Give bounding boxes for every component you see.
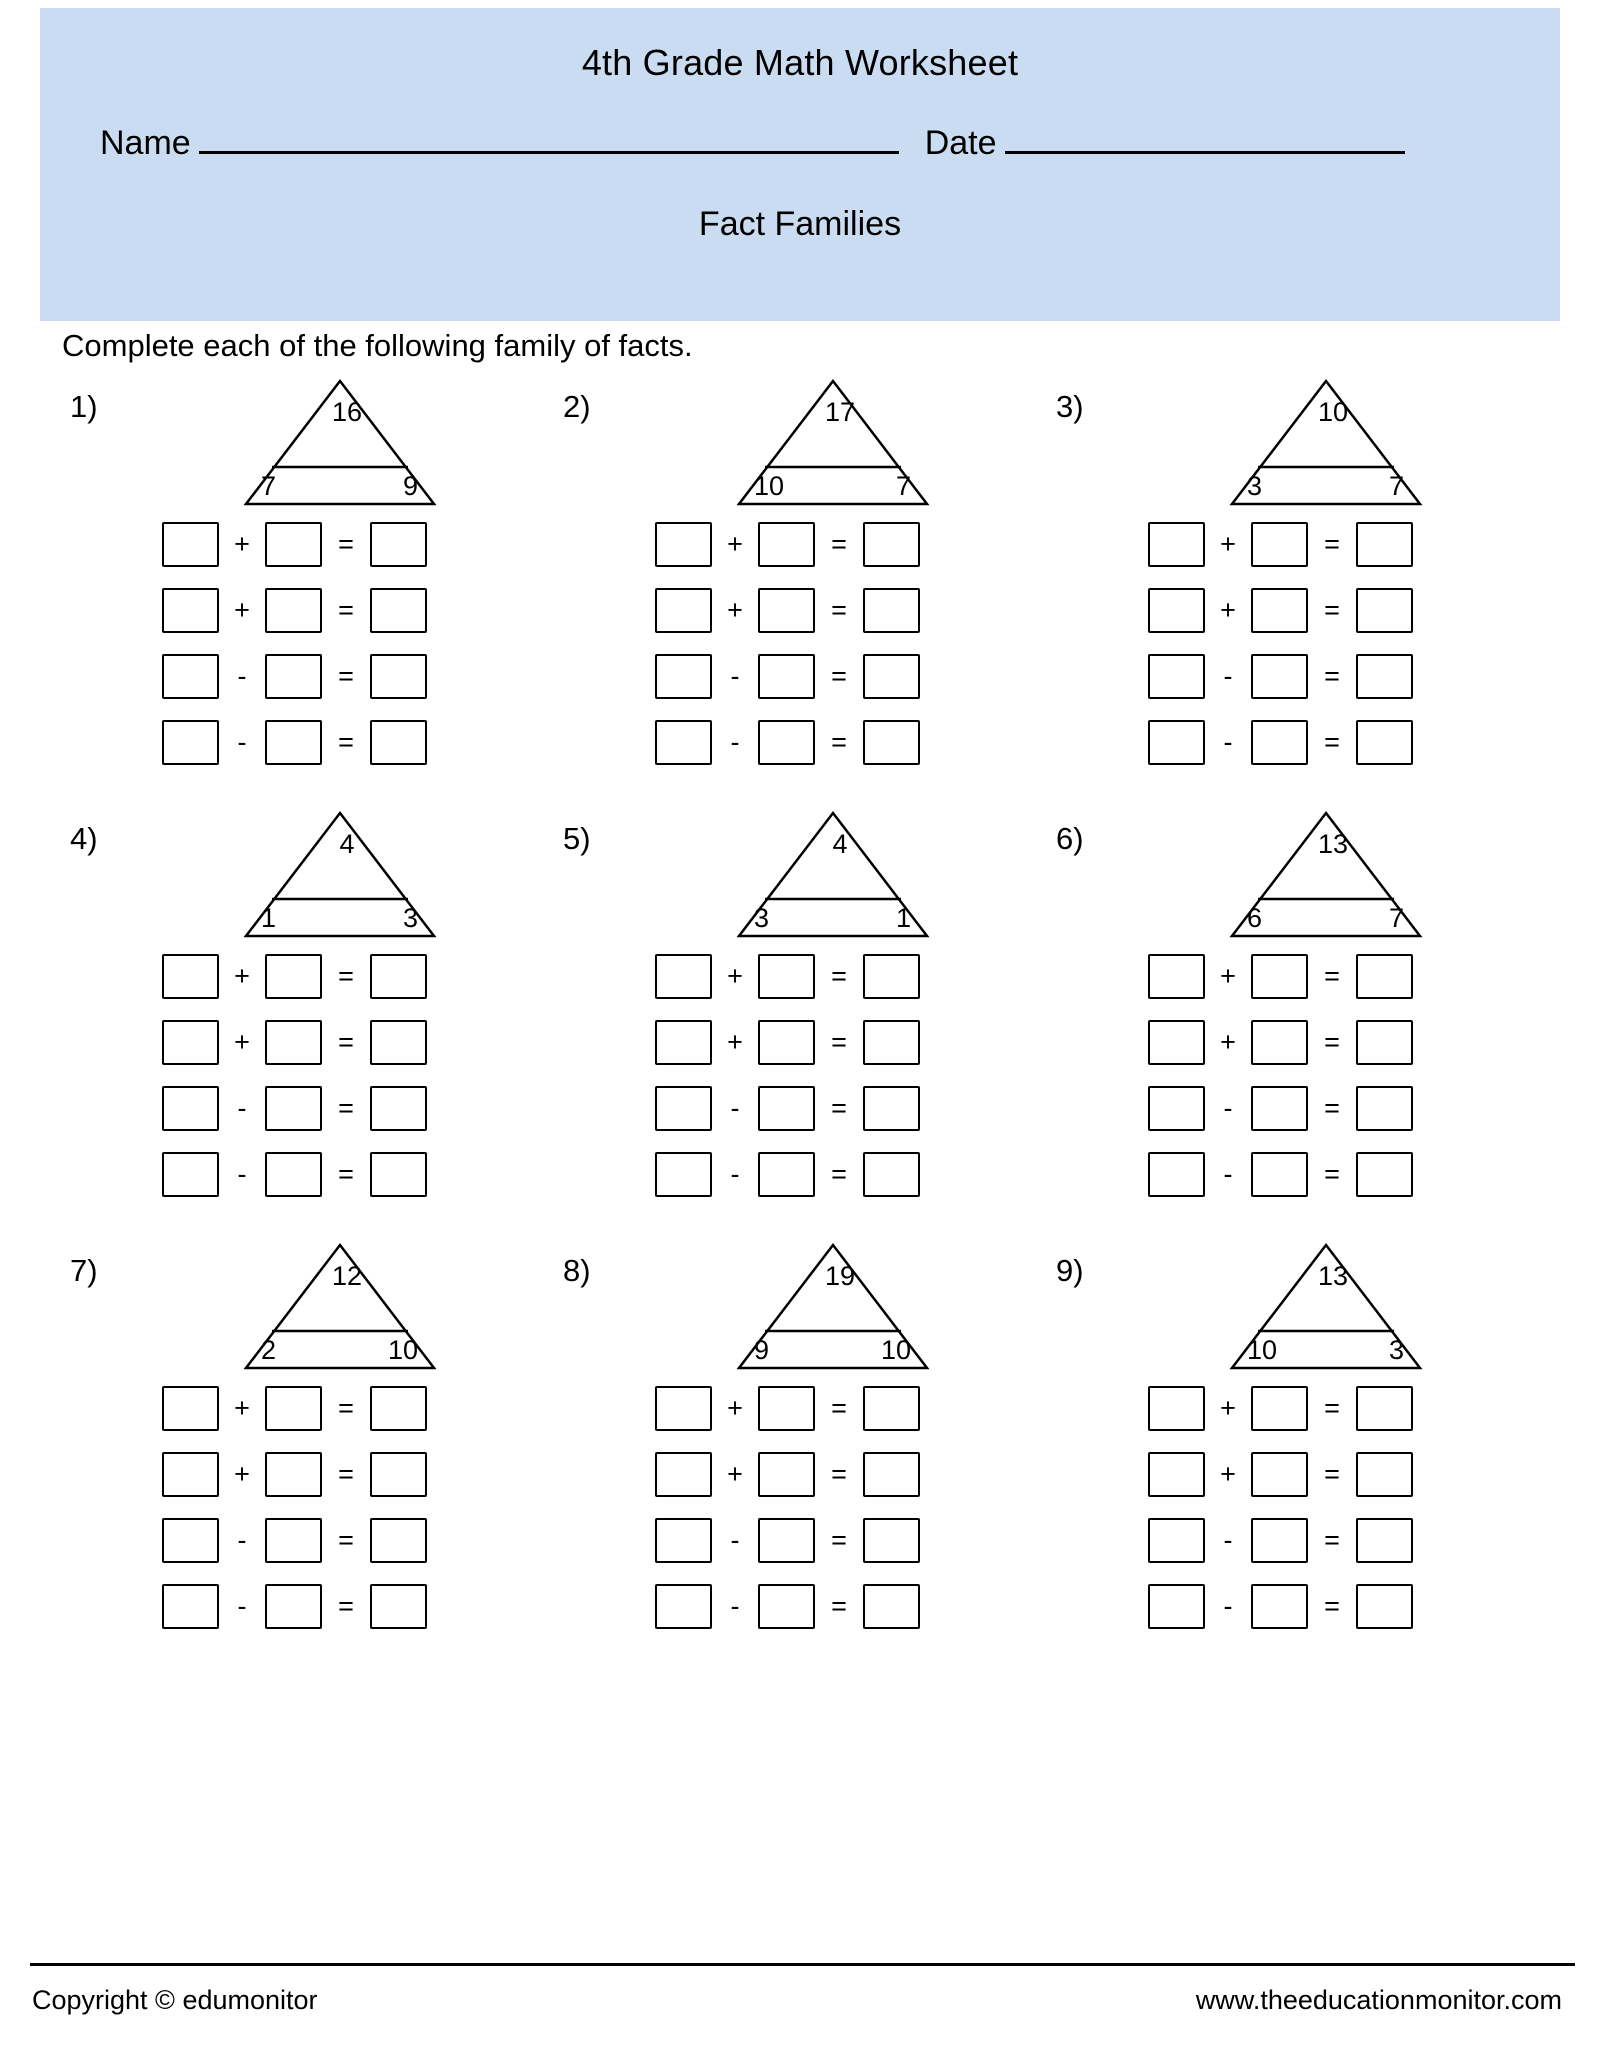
operator: + — [234, 961, 250, 991]
website-link[interactable]: www.theeducationmonitor.com — [1195, 1985, 1562, 2015]
answer-box-b[interactable] — [265, 1452, 322, 1497]
answer-box-a[interactable] — [1148, 954, 1205, 999]
answer-box-c[interactable] — [1356, 720, 1413, 765]
equation-list — [655, 1382, 986, 1633]
triangle-right-addend: 7 — [895, 471, 911, 501]
equation-row — [1148, 584, 1479, 637]
triangle-left-addend: 7 — [261, 471, 277, 501]
operator: + — [234, 1393, 250, 1423]
fact-triangle — [240, 807, 440, 942]
answer-box-a[interactable] — [162, 954, 219, 999]
answer-box-b[interactable] — [1251, 1518, 1308, 1563]
problem-1 — [0, 375, 493, 782]
equals-sign: = — [1324, 1027, 1340, 1057]
answer-box-c[interactable] — [1356, 1152, 1413, 1197]
problem-number: 7) — [70, 1253, 98, 1288]
equation-row — [162, 716, 493, 769]
triangle-left-addend: 6 — [1247, 903, 1263, 933]
answer-box-a[interactable] — [162, 588, 219, 633]
triangle-sum: 16 — [331, 397, 363, 427]
problem-number: 8) — [563, 1253, 591, 1288]
problem-7 — [0, 1239, 493, 1646]
fact-triangle — [733, 1239, 933, 1374]
equation-list — [655, 518, 986, 769]
operator: + — [727, 1459, 743, 1489]
answer-box-b[interactable] — [758, 654, 815, 699]
triangle-right-addend: 1 — [895, 903, 911, 933]
answer-box-c[interactable] — [863, 954, 920, 999]
answer-box-a[interactable] — [1148, 1020, 1205, 1065]
equation-row — [1148, 1382, 1479, 1435]
problem-8 — [493, 1239, 986, 1646]
equals-sign: = — [338, 727, 354, 757]
answer-box-b[interactable] — [1251, 1584, 1308, 1629]
fact-triangle — [733, 807, 933, 942]
answer-box-b[interactable] — [265, 1584, 322, 1629]
answer-box-c[interactable] — [1356, 1086, 1413, 1131]
worksheet-subtitle: Fact Families — [698, 205, 902, 243]
operator: - — [1223, 1591, 1233, 1621]
equation-row — [1148, 1148, 1479, 1201]
equals-sign: = — [831, 1027, 847, 1057]
answer-box-c[interactable] — [863, 588, 920, 633]
equation-list — [1148, 518, 1479, 769]
answer-box-c[interactable] — [370, 1452, 427, 1497]
equation-list — [1148, 950, 1479, 1201]
fact-triangle — [733, 375, 933, 510]
copyright-text: Copyright © edumonitor — [32, 1985, 318, 2015]
equals-sign: = — [338, 1459, 354, 1489]
answer-box-b[interactable] — [265, 1152, 322, 1197]
equals-sign: = — [338, 1027, 354, 1057]
equals-sign: = — [1324, 961, 1340, 991]
equation-row — [655, 1514, 986, 1567]
equals-sign: = — [338, 1525, 354, 1555]
equals-sign: = — [338, 595, 354, 625]
equation-row — [162, 1580, 493, 1633]
equation-row — [655, 518, 986, 571]
answer-box-a[interactable] — [162, 720, 219, 765]
triangle-sum: 12 — [331, 1261, 363, 1291]
answer-box-a[interactable] — [655, 1386, 712, 1431]
equation-row — [655, 650, 986, 703]
answer-box-b[interactable] — [758, 522, 815, 567]
answer-box-a[interactable] — [162, 522, 219, 567]
operator: - — [730, 727, 740, 757]
answer-box-b[interactable] — [1251, 720, 1308, 765]
equals-sign: = — [831, 1525, 847, 1555]
equation-row — [162, 650, 493, 703]
name-label: Name — [100, 124, 191, 162]
problem-number: 4) — [70, 821, 98, 856]
equation-row — [1148, 1448, 1479, 1501]
problem-number: 1) — [70, 389, 98, 424]
equals-sign: = — [831, 1393, 847, 1423]
answer-box-b[interactable] — [758, 1584, 815, 1629]
equation-row — [655, 716, 986, 769]
operator: - — [237, 1525, 247, 1555]
equation-row — [162, 1448, 493, 1501]
fact-triangle — [1226, 375, 1426, 510]
answer-box-a[interactable] — [1148, 1386, 1205, 1431]
equation-row — [1148, 1016, 1479, 1069]
answer-box-c[interactable] — [863, 522, 920, 567]
answer-box-b[interactable] — [758, 1518, 815, 1563]
answer-box-a[interactable] — [1148, 588, 1205, 633]
equals-sign: = — [338, 1393, 354, 1423]
answer-box-c[interactable] — [863, 720, 920, 765]
equals-sign: = — [1324, 1459, 1340, 1489]
operator: - — [1223, 727, 1233, 757]
answer-box-a[interactable] — [162, 1584, 219, 1629]
answer-box-b[interactable] — [1251, 522, 1308, 567]
fact-triangle — [240, 375, 440, 510]
triangle-left-addend: 3 — [1247, 471, 1263, 501]
operator: + — [1220, 595, 1236, 625]
answer-box-a[interactable] — [655, 1518, 712, 1563]
operator: - — [237, 1093, 247, 1123]
date-write-line[interactable] — [1005, 150, 1405, 154]
equation-row — [162, 950, 493, 1003]
equals-sign: = — [1324, 529, 1340, 559]
answer-box-a[interactable] — [1148, 1518, 1205, 1563]
answer-box-a[interactable] — [1148, 1584, 1205, 1629]
equals-sign: = — [338, 1159, 354, 1189]
problem-number: 6) — [1056, 821, 1084, 856]
answer-box-b[interactable] — [265, 954, 322, 999]
answer-box-a[interactable] — [655, 1584, 712, 1629]
answer-box-a[interactable] — [655, 1020, 712, 1065]
equation-row — [655, 1448, 986, 1501]
equals-sign: = — [1324, 1393, 1340, 1423]
answer-box-a[interactable] — [162, 1518, 219, 1563]
operator: + — [727, 1393, 743, 1423]
operator: + — [1220, 1393, 1236, 1423]
equation-row — [655, 1148, 986, 1201]
answer-box-c[interactable] — [370, 1518, 427, 1563]
answer-box-c[interactable] — [1356, 654, 1413, 699]
triangle-right-addend: 10 — [880, 1335, 911, 1365]
answer-box-b[interactable] — [1251, 1386, 1308, 1431]
operator: - — [730, 1159, 740, 1189]
equation-row — [162, 584, 493, 637]
triangle-left-addend: 9 — [754, 1335, 770, 1365]
equation-row — [162, 1082, 493, 1135]
problem-row — [0, 375, 1600, 782]
equation-row — [162, 1382, 493, 1435]
answer-box-c[interactable] — [1356, 1452, 1413, 1497]
equals-sign: = — [831, 961, 847, 991]
page-title: 4th Grade Math Worksheet — [581, 42, 1019, 83]
triangle-right-addend: 9 — [402, 471, 418, 501]
operator: + — [234, 1459, 250, 1489]
equals-sign: = — [831, 529, 847, 559]
operator: - — [730, 1525, 740, 1555]
answer-box-a[interactable] — [655, 522, 712, 567]
operator: + — [1220, 1027, 1236, 1057]
equation-list — [1148, 1382, 1479, 1633]
answer-box-c[interactable] — [370, 588, 427, 633]
equation-list — [162, 518, 493, 769]
answer-box-c[interactable] — [1356, 1020, 1413, 1065]
operator: - — [237, 727, 247, 757]
answer-box-a[interactable] — [655, 1452, 712, 1497]
operator: + — [1220, 1459, 1236, 1489]
equals-sign: = — [831, 1093, 847, 1123]
answer-box-b[interactable] — [1251, 588, 1308, 633]
instruction-text: Complete each of the following family of facts. — [62, 328, 693, 363]
equals-sign: = — [1324, 1093, 1340, 1123]
triangle-right-addend: 7 — [1388, 471, 1404, 501]
answer-box-a[interactable] — [655, 654, 712, 699]
answer-box-a[interactable] — [655, 1086, 712, 1131]
operator: - — [730, 661, 740, 691]
answer-box-a[interactable] — [1148, 1152, 1205, 1197]
triangle-left-addend: 10 — [1247, 1335, 1278, 1365]
answer-box-b[interactable] — [265, 720, 322, 765]
operator: - — [237, 661, 247, 691]
problem-5 — [493, 807, 986, 1214]
equals-sign: = — [1324, 661, 1340, 691]
equals-sign: = — [1324, 1591, 1340, 1621]
name-write-line[interactable] — [199, 150, 899, 154]
answer-box-a[interactable] — [1148, 720, 1205, 765]
triangle-right-addend: 3 — [402, 903, 418, 933]
answer-box-a[interactable] — [655, 720, 712, 765]
problem-6 — [986, 807, 1479, 1214]
triangle-sum: 13 — [1317, 829, 1349, 859]
answer-box-b[interactable] — [758, 1386, 815, 1431]
answer-box-c[interactable] — [863, 1386, 920, 1431]
equation-row — [1148, 1082, 1479, 1135]
answer-box-b[interactable] — [1251, 954, 1308, 999]
answer-box-b[interactable] — [1251, 1020, 1308, 1065]
problem-grid — [0, 375, 1600, 1671]
answer-box-b[interactable] — [1251, 1086, 1308, 1131]
operator: - — [730, 1093, 740, 1123]
triangle-right-addend: 3 — [1388, 1335, 1404, 1365]
equals-sign: = — [1324, 595, 1340, 625]
triangle-left-addend: 3 — [754, 903, 770, 933]
equation-row — [162, 518, 493, 571]
equation-list — [162, 1382, 493, 1633]
answer-box-c[interactable] — [370, 1086, 427, 1131]
answer-box-c[interactable] — [370, 522, 427, 567]
triangle-left-addend: 1 — [261, 903, 277, 933]
answer-box-c[interactable] — [863, 654, 920, 699]
answer-box-c[interactable] — [863, 1086, 920, 1131]
problem-row — [0, 807, 1600, 1214]
equation-row — [1148, 716, 1479, 769]
answer-box-b[interactable] — [758, 720, 815, 765]
answer-box-b[interactable] — [758, 954, 815, 999]
equation-row — [655, 1016, 986, 1069]
worksheet-header — [40, 8, 1560, 321]
answer-box-b[interactable] — [265, 1020, 322, 1065]
answer-box-b[interactable] — [265, 522, 322, 567]
answer-box-c[interactable] — [863, 1152, 920, 1197]
answer-box-a[interactable] — [162, 1020, 219, 1065]
equals-sign: = — [338, 961, 354, 991]
fact-triangle — [1226, 807, 1426, 942]
equals-sign: = — [1324, 1525, 1340, 1555]
problem-4 — [0, 807, 493, 1214]
answer-box-c[interactable] — [1356, 1584, 1413, 1629]
equation-row — [162, 1514, 493, 1567]
answer-box-c[interactable] — [863, 1020, 920, 1065]
triangle-right-addend: 10 — [387, 1335, 418, 1365]
operator: - — [1223, 1525, 1233, 1555]
answer-box-b[interactable] — [265, 1086, 322, 1131]
answer-box-c[interactable] — [370, 954, 427, 999]
date-label: Date — [924, 124, 997, 162]
answer-box-b[interactable] — [1251, 654, 1308, 699]
equation-row — [1148, 1580, 1479, 1633]
triangle-right-addend: 7 — [1388, 903, 1404, 933]
equals-sign: = — [1324, 1159, 1340, 1189]
equation-row — [1148, 650, 1479, 703]
operator: + — [727, 529, 743, 559]
equals-sign: = — [338, 661, 354, 691]
answer-box-b[interactable] — [758, 1452, 815, 1497]
equation-row — [655, 1382, 986, 1435]
fact-triangle — [1226, 1239, 1426, 1374]
operator: + — [727, 961, 743, 991]
answer-box-a[interactable] — [162, 1086, 219, 1131]
operator: - — [1223, 1159, 1233, 1189]
equation-row — [655, 950, 986, 1003]
answer-box-c[interactable] — [370, 654, 427, 699]
equals-sign: = — [831, 1159, 847, 1189]
answer-box-c[interactable] — [1356, 1518, 1413, 1563]
answer-box-a[interactable] — [162, 1452, 219, 1497]
answer-box-c[interactable] — [370, 1152, 427, 1197]
equation-row — [1148, 950, 1479, 1003]
equation-row — [162, 1148, 493, 1201]
equals-sign: = — [831, 1591, 847, 1621]
problem-number: 2) — [563, 389, 591, 424]
answer-box-a[interactable] — [162, 654, 219, 699]
triangle-sum: 4 — [832, 829, 848, 859]
triangle-left-addend: 2 — [261, 1335, 277, 1365]
answer-box-b[interactable] — [265, 1518, 322, 1563]
operator: - — [730, 1591, 740, 1621]
answer-box-a[interactable] — [1148, 1086, 1205, 1131]
equals-sign: = — [338, 1591, 354, 1621]
equation-list — [655, 950, 986, 1201]
answer-box-c[interactable] — [1356, 954, 1413, 999]
answer-box-c[interactable] — [1356, 588, 1413, 633]
triangle-sum: 17 — [824, 397, 856, 427]
triangle-sum: 4 — [339, 829, 355, 859]
answer-box-a[interactable] — [655, 1152, 712, 1197]
operator: + — [727, 595, 743, 625]
equation-row — [655, 1082, 986, 1135]
answer-box-c[interactable] — [370, 720, 427, 765]
fact-triangle — [240, 1239, 440, 1374]
triangle-sum: 13 — [1317, 1261, 1349, 1291]
answer-box-a[interactable] — [1148, 522, 1205, 567]
operator: + — [727, 1027, 743, 1057]
operator: - — [1223, 661, 1233, 691]
equals-sign: = — [831, 727, 847, 757]
answer-box-c[interactable] — [370, 1584, 427, 1629]
answer-box-c[interactable] — [370, 1020, 427, 1065]
answer-box-b[interactable] — [265, 588, 322, 633]
equation-row — [162, 1016, 493, 1069]
equation-row — [655, 584, 986, 637]
answer-box-b[interactable] — [265, 654, 322, 699]
answer-box-b[interactable] — [265, 1386, 322, 1431]
problem-row — [0, 1239, 1600, 1646]
equals-sign: = — [338, 1093, 354, 1123]
answer-box-c[interactable] — [863, 1452, 920, 1497]
answer-box-a[interactable] — [1148, 654, 1205, 699]
answer-box-a[interactable] — [162, 1386, 219, 1431]
problem-number: 3) — [1056, 389, 1084, 424]
equals-sign: = — [338, 529, 354, 559]
operator: - — [1223, 1093, 1233, 1123]
answer-box-b[interactable] — [1251, 1452, 1308, 1497]
equation-row — [655, 1580, 986, 1633]
equals-sign: = — [831, 595, 847, 625]
answer-box-c[interactable] — [1356, 1386, 1413, 1431]
answer-box-a[interactable] — [655, 588, 712, 633]
operator: - — [237, 1591, 247, 1621]
answer-box-a[interactable] — [162, 1152, 219, 1197]
answer-box-a[interactable] — [1148, 1452, 1205, 1497]
equation-list — [162, 950, 493, 1201]
problem-2 — [493, 375, 986, 782]
problem-3 — [986, 375, 1479, 782]
problem-number: 9) — [1056, 1253, 1084, 1288]
operator: + — [234, 1027, 250, 1057]
triangle-sum: 10 — [1317, 397, 1349, 427]
equals-sign: = — [831, 1459, 847, 1489]
answer-box-b[interactable] — [758, 588, 815, 633]
operator: + — [234, 595, 250, 625]
problem-9 — [986, 1239, 1479, 1646]
operator: + — [1220, 529, 1236, 559]
footer-divider — [30, 1963, 1575, 1966]
triangle-sum: 19 — [824, 1261, 856, 1291]
triangle-left-addend: 10 — [754, 471, 785, 501]
answer-box-b[interactable] — [758, 1152, 815, 1197]
answer-box-c[interactable] — [863, 1518, 920, 1563]
answer-box-c[interactable] — [1356, 522, 1413, 567]
answer-box-b[interactable] — [1251, 1152, 1308, 1197]
answer-box-c[interactable] — [370, 1386, 427, 1431]
answer-box-a[interactable] — [655, 954, 712, 999]
equation-row — [1148, 1514, 1479, 1567]
answer-box-b[interactable] — [758, 1086, 815, 1131]
answer-box-c[interactable] — [863, 1584, 920, 1629]
name-date-row — [40, 124, 1560, 163]
problem-number: 5) — [563, 821, 591, 856]
equation-row — [1148, 518, 1479, 571]
operator: + — [234, 529, 250, 559]
equals-sign: = — [1324, 727, 1340, 757]
answer-box-b[interactable] — [758, 1020, 815, 1065]
operator: - — [237, 1159, 247, 1189]
operator: + — [1220, 961, 1236, 991]
equals-sign: = — [831, 661, 847, 691]
